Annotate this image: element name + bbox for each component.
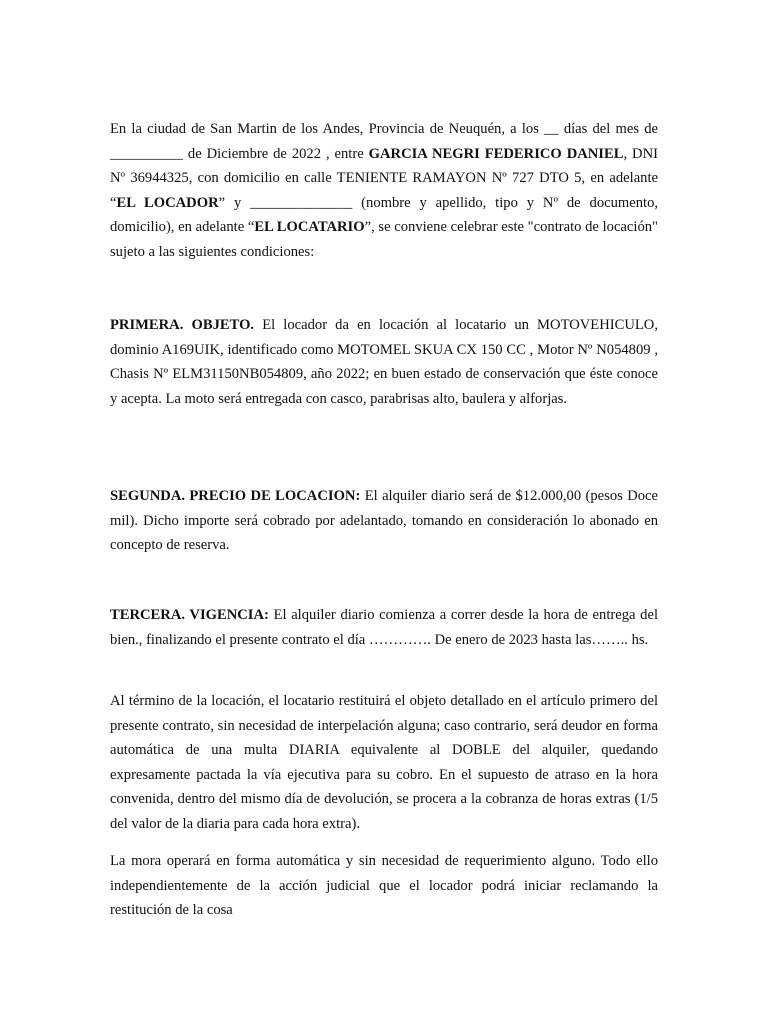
clause-tercera bbox=[110, 603, 658, 652]
locatario-label: EL LOCATARIO bbox=[254, 219, 365, 236]
clause-tercera-heading: TERCERA. VIGENCIA: bbox=[110, 607, 269, 623]
locador-name: GARCIA NEGRI FEDERICO DANIEL bbox=[368, 145, 624, 162]
clause-segunda-heading: SEGUNDA. PRECIO DE LOCACION: bbox=[110, 488, 361, 504]
intro-text-2: , DNI Nº 36944325, con domicilio en calle TENIENTE RAMAYON Nº 727 DTO 5, en adelante “ bbox=[110, 145, 658, 211]
clause-primera-body: El locador da en locación al locatario un MOTOVEHICULO, dominio A169UIK, identificado como MOTOMEL SKUA CX 150 CC , Motor Nº N054809 , Chasis Nº ELM31150NB054809, año 2022; en buen estado de conservación que éste conoce y acepta. La moto será entregada con casco, parabrisas alto, baulera y alforjas. bbox=[110, 317, 658, 407]
clause-segunda-body: El alquiler diario será de $12.000,00 (pesos Doce mil). Dicho importe será cobrado por adelantado, tomando en consideración lo abonado en concepto de reserva. bbox=[110, 488, 658, 554]
clause-segunda bbox=[110, 484, 658, 558]
intro-paragraph bbox=[110, 117, 658, 265]
locador-label: EL LOCADOR bbox=[116, 194, 219, 211]
intro-text-3: ” y ______________ (nombre y apellido, tipo y Nº de documento, domicilio), en adelante “ bbox=[110, 194, 659, 236]
intro-text-4: ”, se conviene celebrar este "contrato de locación" sujeto a las siguientes condiciones: bbox=[110, 219, 658, 260]
clause-primera bbox=[110, 313, 658, 411]
mora-paragraph: La mora operará en forma automática y sin necesidad de requerimiento alguno. Todo ello independientemente de la acción judicial que el locador podrá iniciar reclamando la restitución de la cosa bbox=[110, 853, 658, 919]
intro-text-1: En la ciudad de San Martin de los Andes, Provincia de Neuquén, a los __ días del mes de __________ de Diciembre de 2022 , entre bbox=[110, 121, 658, 162]
clause-tercera-body: El alquiler diario comienza a correr desde la hora de entrega del bien., finalizando el presente contrato el día …………. De enero de 2023 hasta las…….. hs. bbox=[110, 607, 658, 648]
clause-primera-heading: PRIMERA. OBJETO. bbox=[110, 317, 255, 333]
termino-paragraph: Al término de la locación, el locatario restituirá el objeto detallado en el artículo primero del presente contrato, sin necesidad de interpelación alguna; caso contrario, será deudor en forma automática de una multa DIARIA equivalente al DOBLE del alquiler, quedando expresamente pactada la vía ejecutiva para su cobro. En el supuesto de atraso en la hora convenida, dentro del mismo día de devolución, se procera a la cobranza de horas extras (1/5 del valor de la diaria para cada hora extra). bbox=[110, 693, 658, 832]
